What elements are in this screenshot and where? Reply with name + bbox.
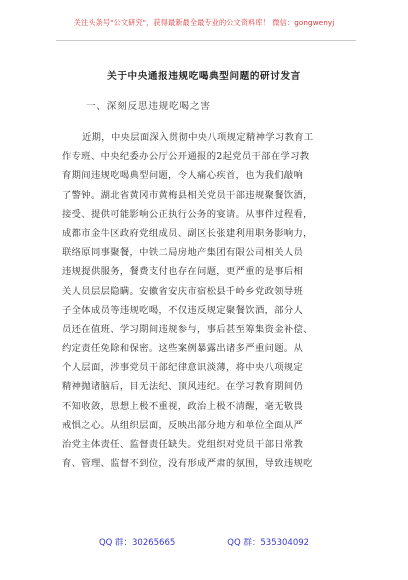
header-banner: 关注头条号"公文研究"，获得最新最全最专业的公文资料库！ 微信：gongwenyj (73, 18, 335, 27)
footer-qq-group-2: QQ 群：535304092 (227, 538, 310, 548)
body-line: 员还在值班、学习期间违规参与，事后甚至筹集资金补偿、 (62, 323, 313, 335)
body-line: 作专班、中央纪委办公厅公开通报的2起党员干部在学习教 (62, 151, 310, 163)
body-line: 戒惧之心。从组织层面，反映出部分地方和单位全面从严 (62, 419, 304, 431)
body-line: 子全体成员等违规吃喝，不仅违反规定聚餐饮酒，部分人 (62, 304, 304, 316)
footer-contacts (0, 536, 408, 548)
body-line: 成都市金牛区政府党组成员、副区长张建利用职务影响力， (62, 227, 313, 239)
body-line: 育期间违规吃喝典型问题，令人痛心疾首，也为我们敲响 (62, 170, 304, 182)
body-line: 近期，中央层面深入贯彻中央八项规定精神学习教育工 (82, 132, 314, 143)
header-divider (56, 40, 356, 41)
body-line: 接受、提供可能影响公正执行公务的宴请。从事件过程看， (62, 208, 313, 220)
body-line: 精神抛诸脑后，目无法纪、顶风违纪。在学习教育期间仍 (62, 381, 304, 393)
body-line: 治党主体责任、监督责任缺失。党组织对党员干部日常教 (62, 439, 304, 450)
footer-qq-group-1: QQ 群：30265665 (98, 538, 176, 548)
body-line: 个人层面，涉事党员干部纪律意识淡薄，将中央八项规定 (62, 362, 304, 374)
document-title: 关于中央通报违规吃喝典型问题的研讨发言 (107, 71, 301, 82)
section-heading: 一、深刻反思违规吃喝之害 (86, 101, 211, 112)
body-line: 育、管理、监督不到位，没有形成严肃的氛围，导致违规吃 (62, 458, 313, 470)
body-line: 违规提供服务，餐费支付也存在问题，更严重的是事后相 (62, 266, 304, 278)
body-paragraph (62, 128, 362, 473)
body-line: 了警钟。湖北省黄冈市黄梅县相关党员干部违规聚餐饮酒， (62, 189, 313, 201)
body-line: 关人员层层隐瞒。安徽省安庆市宿松县千岭乡党政领导班 (62, 285, 304, 297)
body-line: 不知收敛，思想上极不重视，政治上极不清醒，毫无敬畏 (62, 400, 304, 412)
body-line: 联络原同事聚餐，中铁二局房地产集团有限公司相关人员 (62, 247, 304, 259)
body-line: 约定责任免除和保密。这些案例暴露出诸多严重问题。从 (62, 343, 304, 355)
